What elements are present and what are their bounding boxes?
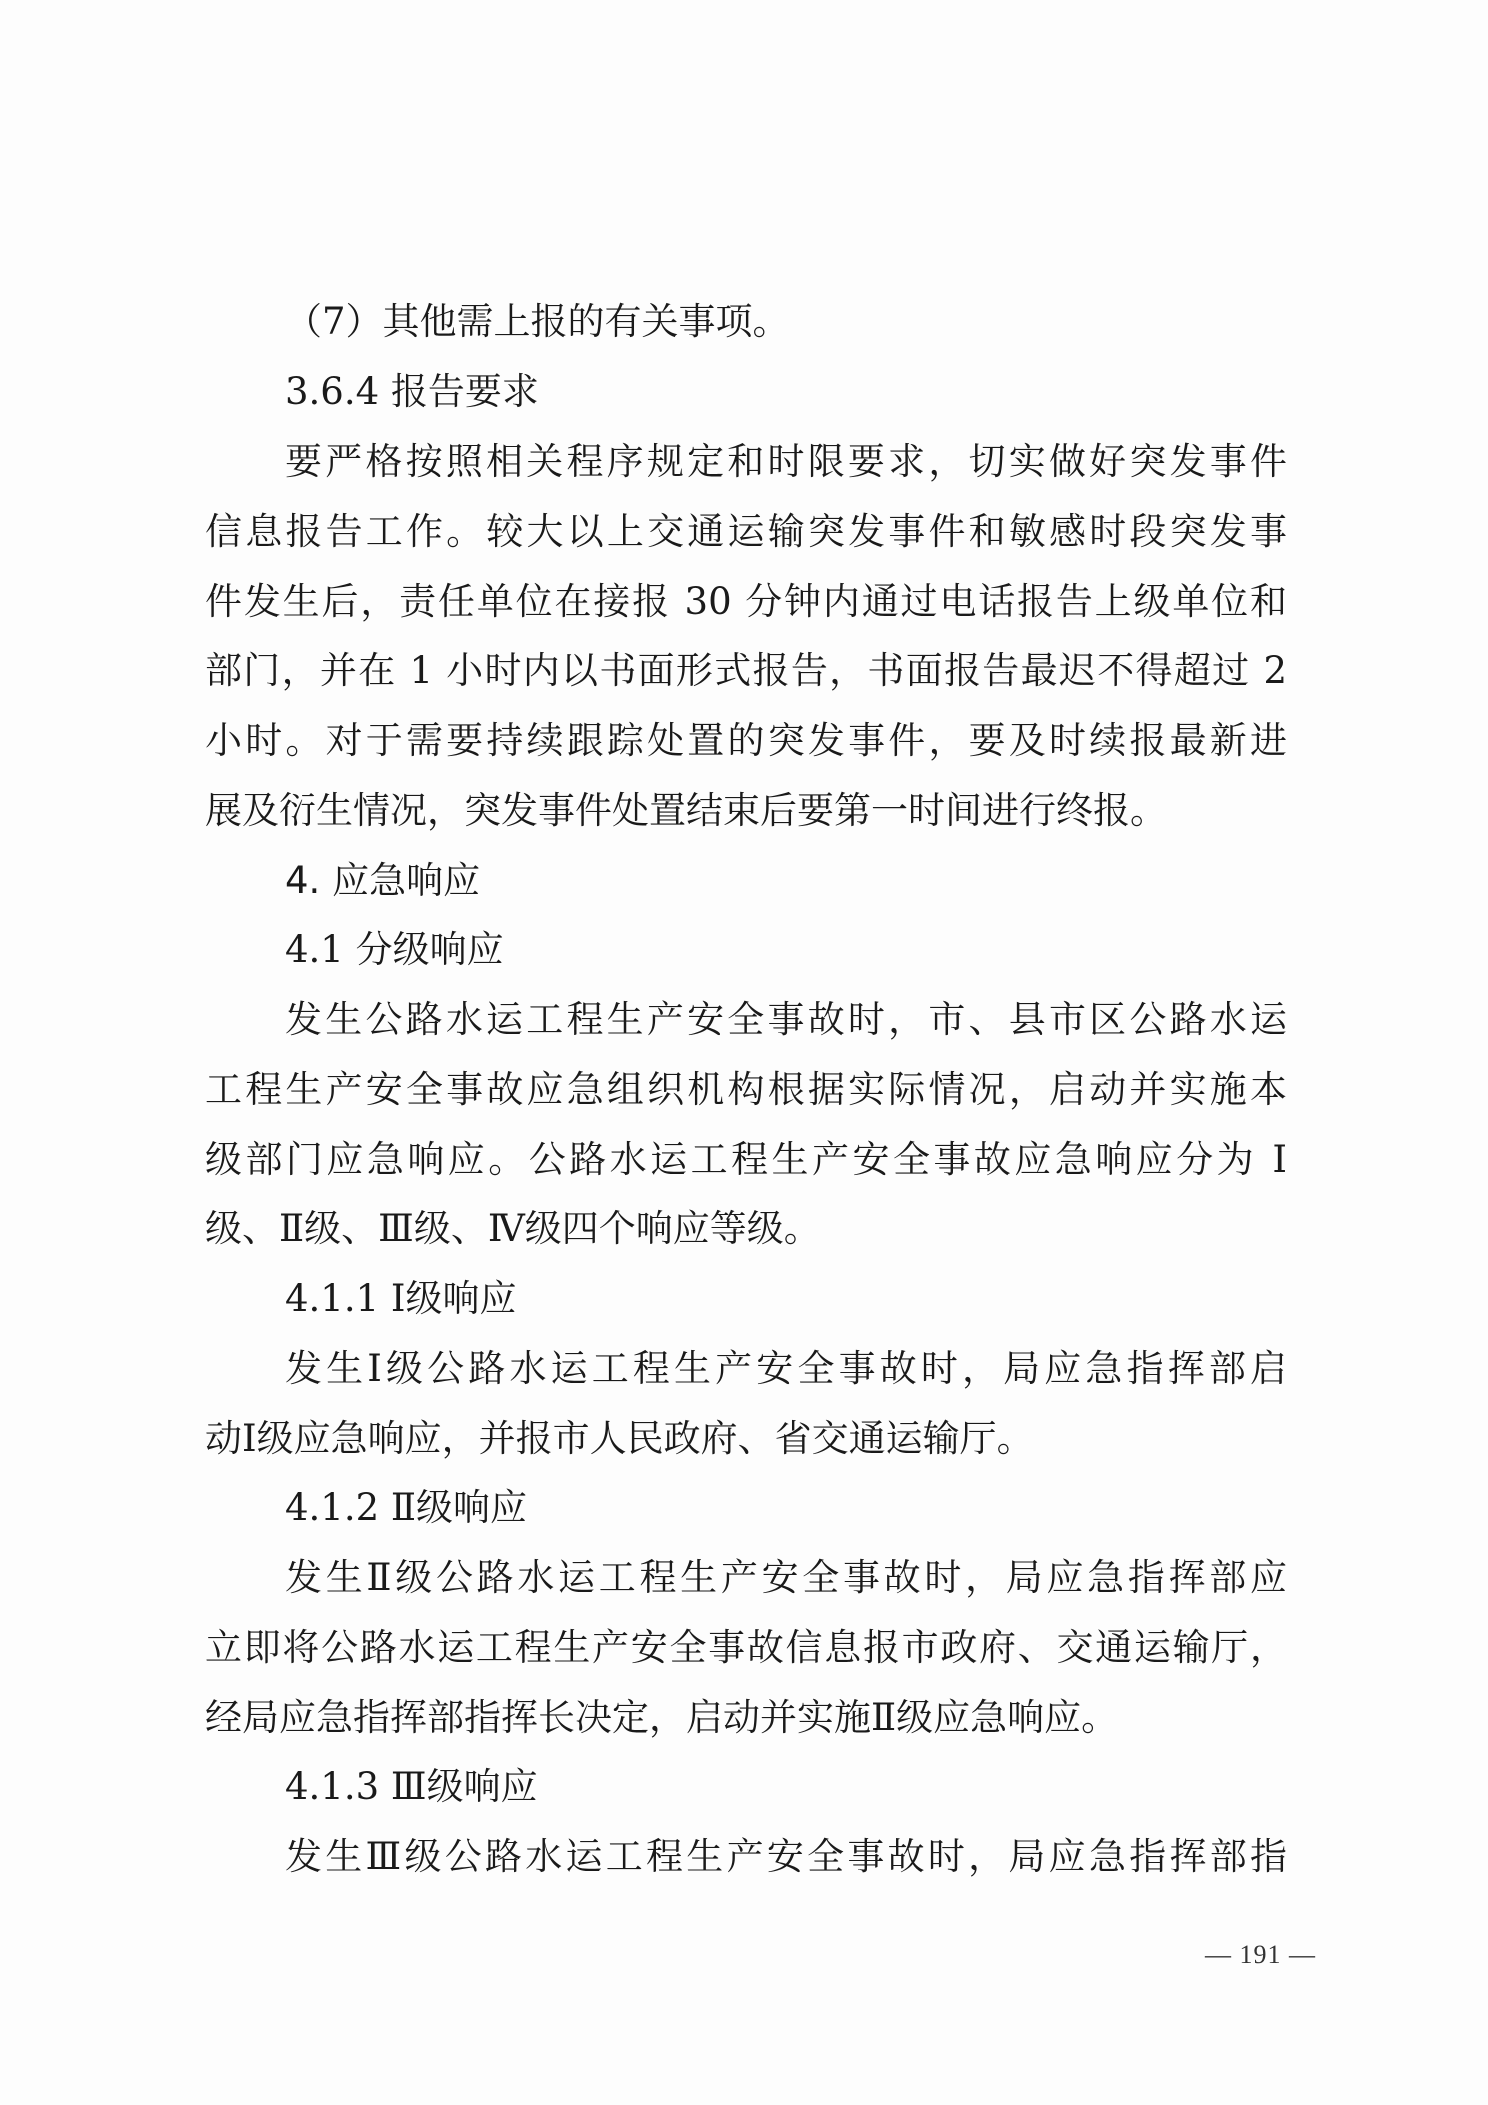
paragraph-line: 工程生产安全事故应急组织机构根据实际情况，启动并实施本 [205,1068,1287,1111]
paragraph-line: 小时。对于需要持续跟踪处置的突发事件，要及时续报最新进 [205,719,1287,762]
paragraph-line: 级、Ⅱ级、Ⅲ级、Ⅳ级四个响应等级。 [205,1207,821,1250]
paragraph-line: 发生Ⅲ级公路水运工程生产安全事故时，局应急指挥部指 [285,1835,1287,1878]
paragraph-line: 经局应急指挥部指挥长决定，启动并实施Ⅱ级应急响应。 [205,1696,1119,1739]
paragraph-line: 发生公路水运工程生产安全事故时，市、县市区公路水运 [285,998,1287,1041]
paragraph-line: 发生Ⅰ级公路水运工程生产安全事故时，局应急指挥部启 [285,1347,1287,1390]
paragraph-line: 立即将公路水运工程生产安全事故信息报市政府、交通运输厅， [205,1626,1287,1669]
section-heading-4: 4. 应急响应 [285,859,481,902]
paragraph-line: 级部门应急响应。公路水运工程生产安全事故应急响应分为 Ⅰ [205,1138,1287,1181]
section-heading-4-1: 4.1 分级响应 [285,928,504,971]
paragraph-line: 动Ⅰ级应急响应，并报市人民政府、省交通运输厅。 [205,1417,1034,1460]
list-item-7: （7）其他需上报的有关事项。 [285,300,790,343]
paragraph-line: 发生Ⅱ级公路水运工程生产安全事故时，局应急指挥部应 [285,1556,1287,1599]
section-heading-4-1-1: 4.1.1 Ⅰ级响应 [285,1277,517,1320]
section-heading-4-1-3: 4.1.3 Ⅲ级响应 [285,1765,538,1808]
section-heading-4-1-2: 4.1.2 Ⅱ级响应 [285,1486,528,1529]
paragraph-line: 部门，并在 1 小时内以书面形式报告，书面报告最迟不得超过 2 [205,649,1287,692]
section-heading-3-6-4: 3.6.4 报告要求 [285,370,539,413]
paragraph-line: 要严格按照相关程序规定和时限要求，切实做好突发事件 [285,440,1287,483]
paragraph-line: 件发生后，责任单位在接报 30 分钟内通过电话报告上级单位和 [205,580,1287,623]
paragraph-line: 信息报告工作。较大以上交通运输突发事件和敏感时段突发事 [205,510,1287,553]
paragraph-line: 展及衍生情况，突发事件处置结束后要第一时间进行终报。 [205,789,1167,832]
page-number: — 191 — [1205,1940,1316,1969]
